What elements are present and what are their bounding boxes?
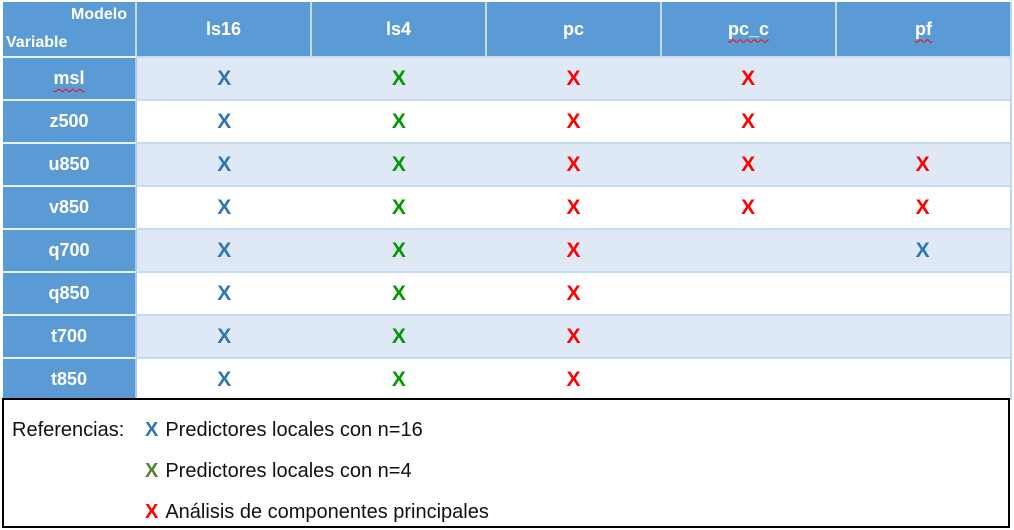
blue-x-mark: X — [217, 153, 232, 176]
blue-x-mark: X — [217, 196, 232, 219]
cell-z500-pc — [486, 101, 661, 142]
red-x-mark: X — [145, 501, 159, 523]
cell-u850-pc — [486, 144, 661, 185]
cell-q700-pf — [835, 230, 1010, 271]
corner-label-variable: Variable — [6, 34, 68, 51]
row-label-text: q700 — [48, 240, 90, 260]
row-label-q850 — [3, 271, 137, 314]
cell-q850-ls4 — [312, 273, 487, 314]
table-row-u850 — [3, 142, 1012, 185]
row-cells — [137, 271, 1010, 314]
column-header-label: pc — [562, 18, 584, 39]
column-header-label: pf — [915, 18, 932, 39]
column-header-pc — [485, 2, 660, 56]
column-header-pc_c — [660, 2, 835, 56]
cell-u850-ls4 — [312, 144, 487, 185]
cell-q850-pf — [835, 273, 1010, 314]
cell-msl-pf — [835, 58, 1010, 99]
cell-v850-ls4 — [312, 187, 487, 228]
row-cells — [137, 56, 1010, 99]
cell-v850-pc_c — [661, 187, 836, 228]
green-x-mark: X — [391, 325, 406, 348]
cell-v850-pf — [835, 187, 1010, 228]
table-row-q850 — [3, 271, 1012, 314]
row-label-v850 — [3, 185, 137, 228]
blue-x-mark: X — [915, 239, 930, 262]
green-x-mark: X — [145, 460, 159, 482]
cell-t700-pc_c — [661, 316, 836, 357]
cell-z500-pf — [835, 101, 1010, 142]
red-x-mark: X — [741, 67, 756, 90]
legend-entry-text: Predictores locales con n=16 — [165, 419, 423, 441]
legend-entry-text: Predictores locales con n=4 — [165, 460, 412, 482]
table-row-t700 — [3, 314, 1012, 357]
cell-t850-pc — [486, 359, 661, 400]
row-label-text: msl — [53, 68, 85, 88]
cell-t850-pf — [835, 359, 1010, 400]
column-header-label: ls16 — [205, 18, 242, 39]
cell-q700-ls4 — [312, 230, 487, 271]
blue-x-mark: X — [217, 368, 232, 391]
table-header-row — [3, 2, 1012, 56]
row-cells — [137, 228, 1010, 271]
green-x-mark: X — [391, 153, 406, 176]
column-header-label: pc_c — [727, 18, 770, 39]
legend-prefix-label: Referencias: — [12, 419, 125, 441]
red-x-mark: X — [566, 325, 581, 348]
red-x-mark: X — [566, 153, 581, 176]
blue-x-mark: X — [217, 67, 232, 90]
row-label-text: t850 — [50, 369, 88, 389]
legend-box — [2, 398, 1010, 528]
table-row-t850 — [3, 357, 1012, 400]
row-cells — [137, 99, 1010, 142]
row-cells — [137, 314, 1010, 357]
green-x-mark: X — [391, 282, 406, 305]
green-x-mark: X — [391, 196, 406, 219]
cell-q850-pc_c — [661, 273, 836, 314]
legend-entry — [12, 492, 1008, 530]
row-cells — [137, 357, 1010, 400]
blue-x-mark: X — [217, 325, 232, 348]
table-row-q700 — [3, 228, 1012, 271]
row-label-t850 — [3, 357, 137, 400]
cell-t700-pc — [486, 316, 661, 357]
blue-x-mark: X — [217, 110, 232, 133]
blue-x-mark: X — [145, 419, 159, 441]
cell-msl-pc — [486, 58, 661, 99]
row-label-text: t700 — [50, 326, 88, 346]
green-x-mark: X — [391, 368, 406, 391]
cell-q700-pc — [486, 230, 661, 271]
cell-u850-pc_c — [661, 144, 836, 185]
green-x-mark: X — [391, 110, 406, 133]
table-row-v850 — [3, 185, 1012, 228]
cell-u850-ls16 — [137, 144, 312, 185]
legend-entry-text: Análisis de componentes principales — [165, 501, 489, 523]
row-label-text: q850 — [48, 283, 90, 303]
cell-q700-pc_c — [661, 230, 836, 271]
cell-t700-pf — [835, 316, 1010, 357]
red-x-mark: X — [741, 110, 756, 133]
cell-t850-pc_c — [661, 359, 836, 400]
cell-z500-pc_c — [661, 101, 836, 142]
red-x-mark: X — [566, 368, 581, 391]
row-label-text: z500 — [49, 111, 89, 131]
red-x-mark: X — [566, 196, 581, 219]
corner-label-modelo: Modelo — [71, 6, 127, 23]
red-x-mark: X — [915, 153, 930, 176]
cell-v850-pc — [486, 187, 661, 228]
cell-msl-ls16 — [137, 58, 312, 99]
green-x-mark: X — [391, 67, 406, 90]
cell-t700-ls4 — [312, 316, 487, 357]
predictors-table — [3, 2, 1012, 400]
cell-t850-ls16 — [137, 359, 312, 400]
row-label-t700 — [3, 314, 137, 357]
cell-z500-ls16 — [137, 101, 312, 142]
cell-q850-ls16 — [137, 273, 312, 314]
legend-entry — [12, 451, 1008, 492]
column-header-pf — [835, 2, 1010, 56]
table-row-z500 — [3, 99, 1012, 142]
corner-header-cell — [3, 2, 137, 56]
green-x-mark: X — [391, 239, 406, 262]
cell-t700-ls16 — [137, 316, 312, 357]
red-x-mark: X — [566, 67, 581, 90]
cell-z500-ls4 — [312, 101, 487, 142]
column-header-label: ls4 — [385, 18, 412, 39]
column-header-ls16 — [137, 2, 310, 56]
blue-x-mark: X — [217, 239, 232, 262]
row-cells — [137, 142, 1010, 185]
row-cells — [137, 185, 1010, 228]
red-x-mark: X — [741, 153, 756, 176]
cell-q700-ls16 — [137, 230, 312, 271]
blue-x-mark: X — [217, 282, 232, 305]
cell-v850-ls16 — [137, 187, 312, 228]
row-label-text: u850 — [48, 154, 90, 174]
cell-t850-ls4 — [312, 359, 487, 400]
row-label-u850 — [3, 142, 137, 185]
red-x-mark: X — [741, 196, 756, 219]
cell-q850-pc — [486, 273, 661, 314]
row-label-q700 — [3, 228, 137, 271]
row-label-z500 — [3, 99, 137, 142]
table-row-msl — [3, 56, 1012, 99]
cell-msl-ls4 — [312, 58, 487, 99]
column-header-ls4 — [310, 2, 485, 56]
row-label-text: v850 — [48, 197, 90, 217]
red-x-mark: X — [566, 110, 581, 133]
red-x-mark: X — [566, 282, 581, 305]
red-x-mark: X — [915, 196, 930, 219]
red-x-mark: X — [566, 239, 581, 262]
cell-msl-pc_c — [661, 58, 836, 99]
legend-entry — [12, 410, 1008, 451]
row-label-msl — [3, 56, 137, 99]
cell-u850-pf — [835, 144, 1010, 185]
